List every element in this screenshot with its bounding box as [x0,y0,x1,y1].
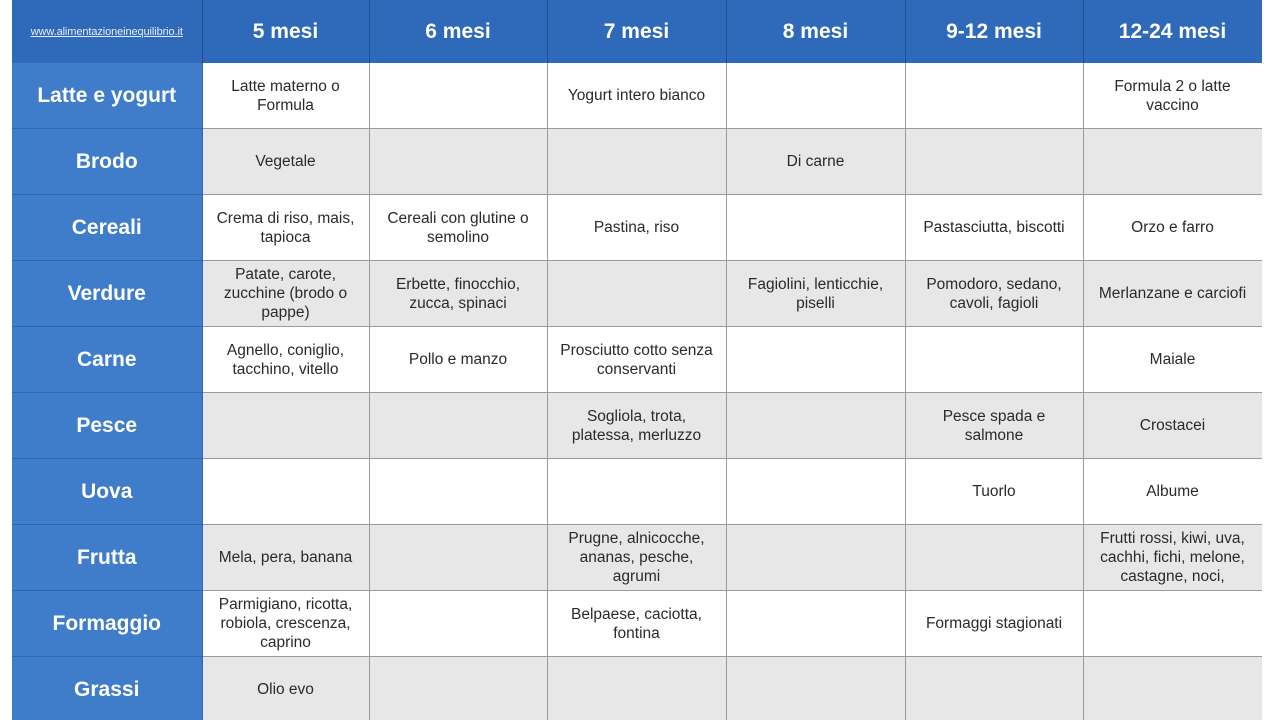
table-cell [726,459,905,525]
table-cell: Frutti rossi, kiwi, uva, cachhi, fichi, melone, castagne, noci, [1083,525,1262,591]
table-cell [905,657,1083,720]
column-header: 5 mesi [202,0,369,63]
table-row [12,63,1262,129]
table-cell: Pastina, riso [547,195,726,261]
table-cell: Vegetale [202,129,369,195]
table-cell: Fagiolini, lenticchie, piselli [726,261,905,327]
table-cell: Cereali con glutine o semolino [369,195,547,261]
row-header: Brodo [12,129,202,195]
table-cell: Prugne, alnicocche, ananas, pesche, agrumi [547,525,726,591]
table-cell: Parmigiano, ricotta, robiola, crescenza, caprino [202,591,369,657]
table-cell: Albume [1083,459,1262,525]
table-cell: Olio evo [202,657,369,720]
weaning-table [12,0,1262,720]
row-header: Latte e yogurt [12,63,202,129]
table-cell: Yogurt intero bianco [547,63,726,129]
table-cell [726,393,905,459]
table-cell: Pomodoro, sedano, cavoli, fagioli [905,261,1083,327]
table-cell: Pastasciutta, biscotti [905,195,1083,261]
table-cell: Patate, carote, zucchine (brodo o pappe) [202,261,369,327]
table-cell: Latte materno o Formula [202,63,369,129]
table-cell: Crostacei [1083,393,1262,459]
row-header: Carne [12,327,202,393]
header-row [12,0,1262,63]
row-header: Verdure [12,261,202,327]
table-row [12,657,1262,720]
table-cell: Belpaese, caciotta, fontina [547,591,726,657]
row-header: Cereali [12,195,202,261]
table-cell [726,525,905,591]
table-row [12,459,1262,525]
table-cell: Mela, pera, banana [202,525,369,591]
table-cell [905,525,1083,591]
column-header: 6 mesi [369,0,547,63]
column-header: 7 mesi [547,0,726,63]
table-cell: Tuorlo [905,459,1083,525]
table-cell: Crema di riso, mais, tapioca [202,195,369,261]
table-cell [202,459,369,525]
row-header: Formaggio [12,591,202,657]
row-header: Pesce [12,393,202,459]
row-header: Frutta [12,525,202,591]
table-body [12,63,1262,720]
table-cell: Orzo e farro [1083,195,1262,261]
table-cell [1083,591,1262,657]
table-cell [369,525,547,591]
table-cell: Pollo e manzo [369,327,547,393]
table-cell: Formaggi stagionati [905,591,1083,657]
table-row [12,591,1262,657]
table-cell [726,591,905,657]
table-row [12,327,1262,393]
table-cell [369,63,547,129]
table-cell [1083,657,1262,720]
table-cell: Agnello, coniglio, tacchino, vitello [202,327,369,393]
table-cell: Pesce spada e salmone [905,393,1083,459]
table-row [12,129,1262,195]
table-cell [547,129,726,195]
table-row [12,393,1262,459]
site-link[interactable]: www.alimentazioneinequilibrio.it [12,0,202,63]
table-row [12,195,1262,261]
table-cell [369,129,547,195]
table-cell [726,63,905,129]
table-cell [1083,129,1262,195]
table-cell: Sogliola, trota, platessa, merluzzo [547,393,726,459]
table-row [12,525,1262,591]
table-cell [369,393,547,459]
weaning-table-container [12,0,1262,720]
column-header: 12-24 mesi [1083,0,1262,63]
table-cell: Merlanzane e carciofi [1083,261,1262,327]
table-cell: Di carne [726,129,905,195]
table-cell [547,657,726,720]
row-header: Grassi [12,657,202,720]
table-cell [369,657,547,720]
table-cell [547,459,726,525]
table-cell [547,261,726,327]
table-cell [905,327,1083,393]
table-header [12,0,1262,63]
table-cell [726,657,905,720]
table-cell: Maiale [1083,327,1262,393]
table-cell [369,591,547,657]
table-cell [726,195,905,261]
table-cell [369,459,547,525]
table-cell [726,327,905,393]
table-cell: Formula 2 o latte vaccino [1083,63,1262,129]
table-cell: Prosciutto cotto senza conservanti [547,327,726,393]
column-header: 9-12 mesi [905,0,1083,63]
column-header: 8 mesi [726,0,905,63]
table-cell [905,129,1083,195]
table-row [12,261,1262,327]
row-header: Uova [12,459,202,525]
table-cell: Erbette, finocchio, zucca, spinaci [369,261,547,327]
table-cell [202,393,369,459]
table-cell [905,63,1083,129]
